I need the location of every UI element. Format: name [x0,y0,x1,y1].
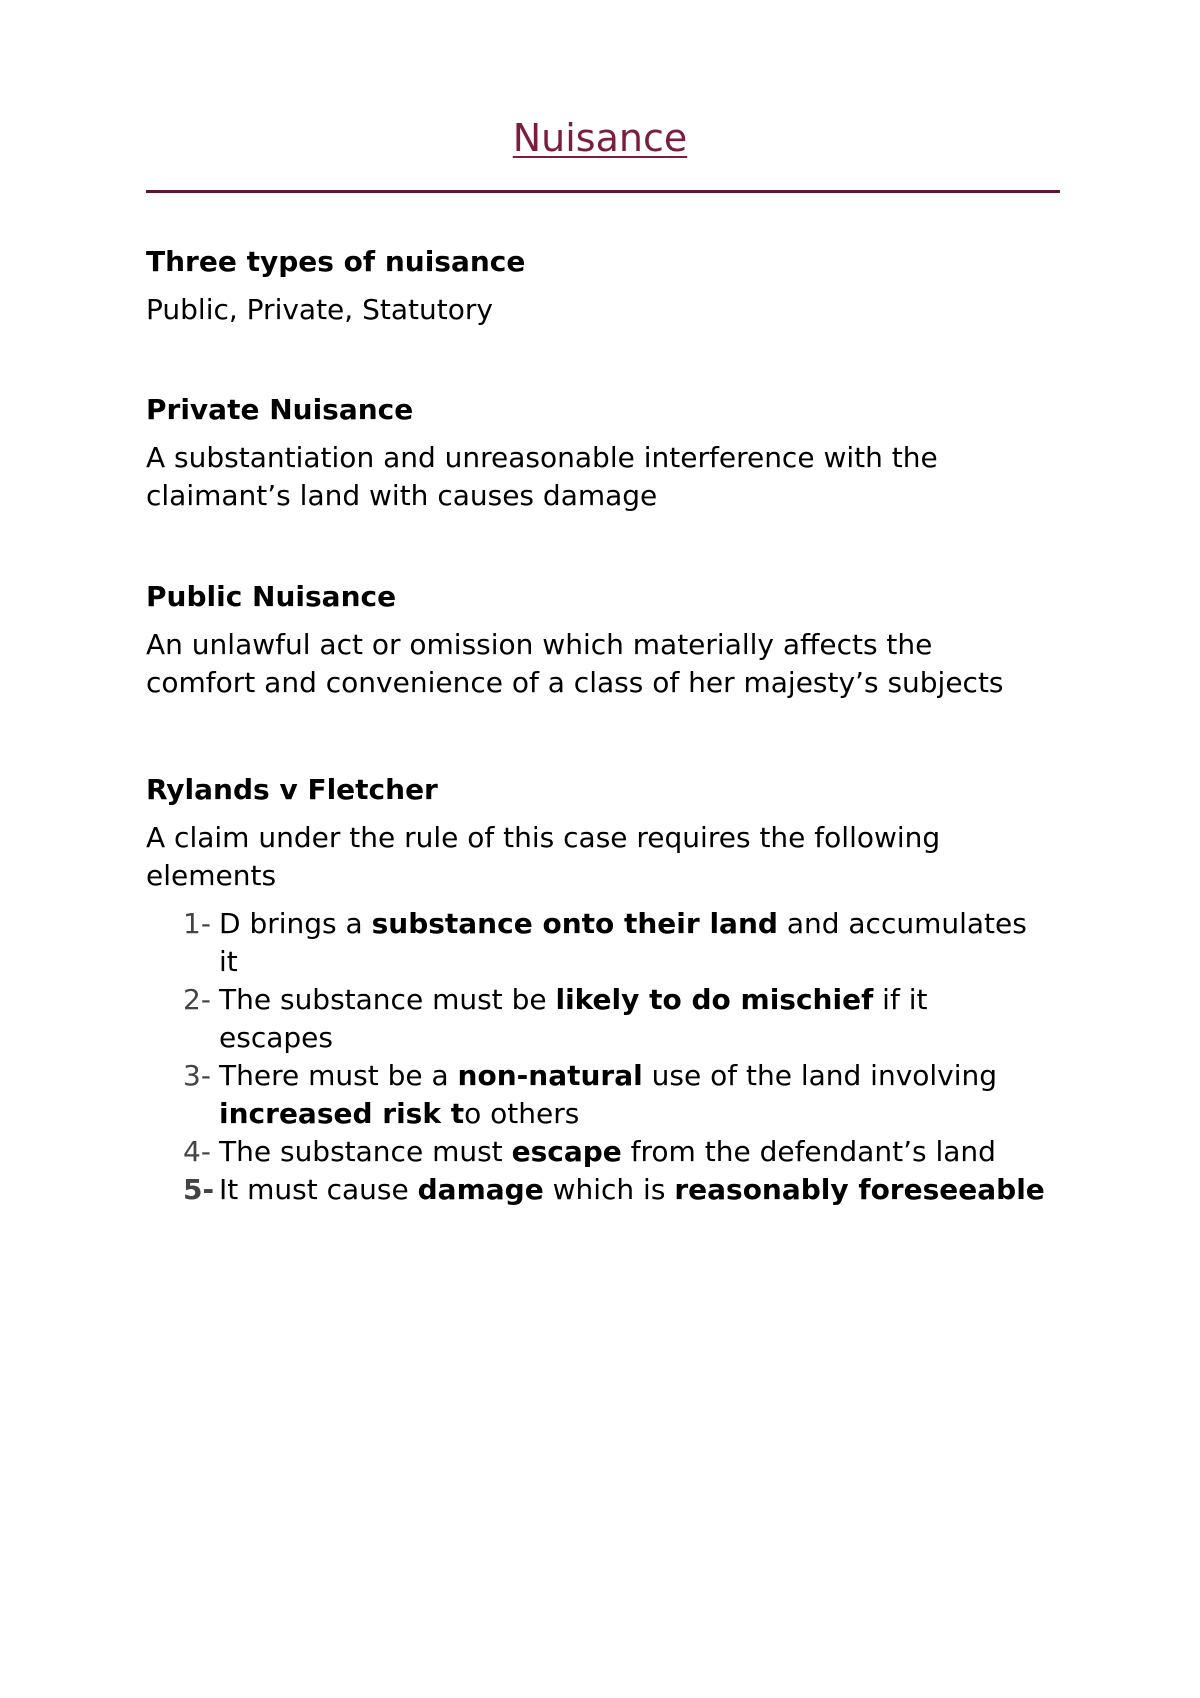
list-item-text: o others [464,1097,580,1130]
section-heading: Three types of nuisance [146,245,526,278]
section-public-nuisance [146,578,1046,702]
section-text: A substantiation and unreasonable interference with the claimant’s land with causes damage [146,441,938,512]
emphasis-text: reasonably foreseeable [674,1173,1045,1206]
list-item [146,1133,1046,1171]
list-item [146,1171,1046,1209]
section-text: An unlawful act or omission which materially affects the comfort and convenience of a class of her majesty’s subjects [146,628,1004,699]
emphasis-text: increased risk t [219,1097,465,1130]
list-item [146,1057,1046,1133]
spacer [146,515,1046,578]
list-item-text: D brings a [219,907,372,940]
title-divider [146,190,1060,193]
document-body [146,243,1046,1209]
emphasis-text: damage [417,1173,544,1206]
list-item-text: if it escapes [219,983,928,1054]
page-title: Nuisance [512,116,688,160]
list-item-text: There must be a [219,1059,458,1092]
section-private-nuisance [146,391,1046,515]
list-item-text: The substance must be [219,983,556,1016]
list-item-text: and accumulates it [219,907,1027,978]
section-types [146,243,1046,329]
list-item-number: 4- [183,1135,211,1168]
list-item [146,905,1046,981]
list-item-text: It must cause [219,1173,418,1206]
emphasis-text: likely to do mischief [555,983,874,1016]
section-rylands-v-fletcher [146,771,1046,1209]
list-item-number: 3- [183,1059,211,1092]
section-text: Public, Private, Statutory [146,293,493,326]
spacer [146,702,1046,771]
section-heading: Rylands v Fletcher [146,773,438,806]
spacer [146,329,1046,391]
list-item-text: from the defendant’s land [621,1135,996,1168]
elements-list [146,905,1046,1209]
list-item-text: The substance must [219,1135,512,1168]
section-intro: A claim under the rule of this case requires the following elements [146,821,941,892]
list-item-text: use of the land involving [642,1059,998,1092]
list-item-number: 1- [183,907,211,940]
list-item [146,981,1046,1057]
emphasis-text: substance onto their land [371,907,778,940]
emphasis-text: non-natural [457,1059,643,1092]
emphasis-text: escape [511,1135,622,1168]
list-item-number: 2- [183,983,211,1016]
list-item-text: which is [543,1173,675,1206]
list-item-number: 5- [183,1173,215,1206]
section-heading: Private Nuisance [146,393,414,426]
section-heading: Public Nuisance [146,580,397,613]
